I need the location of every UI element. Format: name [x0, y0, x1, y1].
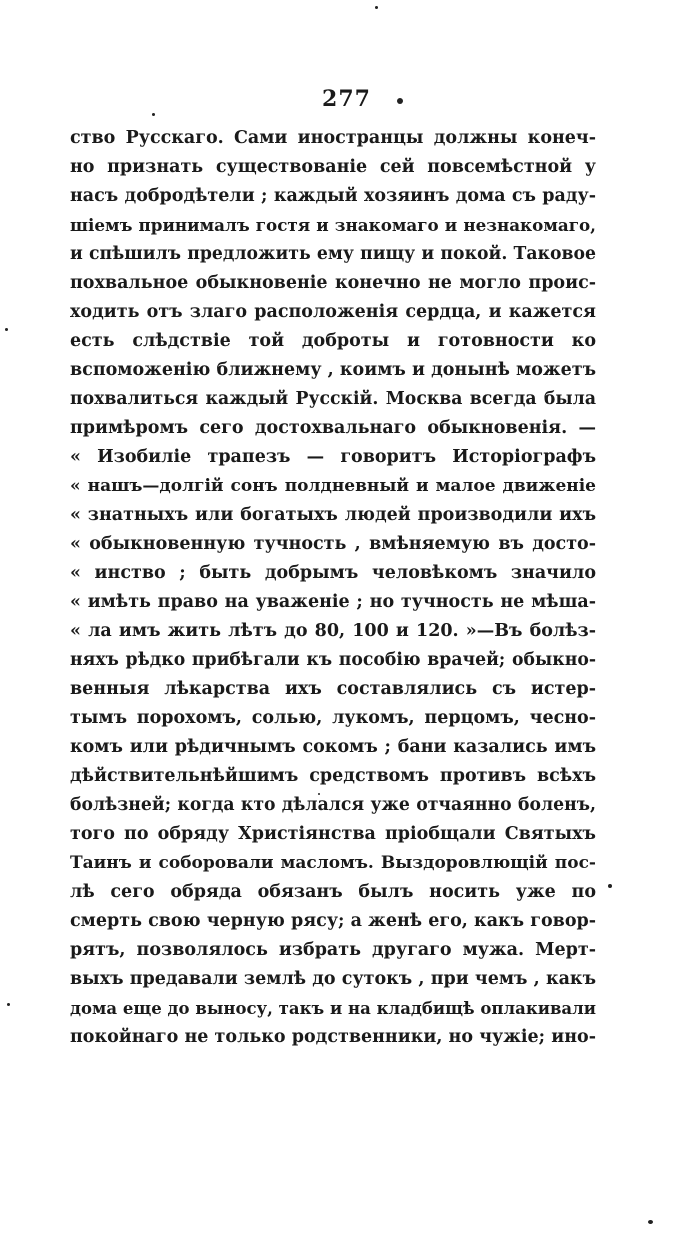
ink-speck [375, 6, 378, 9]
text-line: шiемъ принималъ гостя и знакомаго и незнакомаго, [70, 215, 596, 235]
ink-speck [397, 98, 403, 104]
text-line: болѣзней; когда кто дѣлался уже отчаянно боленъ, [70, 795, 596, 815]
text-line: « имѣть право на уваженiе ; но тучность не мѣша- [70, 592, 596, 612]
text-line: но признать существованiе сей повсемѣстной у [70, 157, 596, 177]
text-line: « ла имъ жить лѣтъ до 80, 100 и 120. »—Въ болѣз- [70, 621, 596, 641]
text-line: вспоможенiю ближнему , коимъ и донынѣ можетъ [70, 360, 596, 380]
text-line: « инство ; быть добрымъ человѣкомъ значило [70, 563, 596, 583]
text-line: смерть свою черную рясу; а женѣ его, какъ говоp- [70, 911, 596, 931]
text-line: покойнаго не только родственники, но чужiе; ино- [70, 1027, 596, 1047]
text-line: Таинъ и соборовали масломъ. Выздоровлющiй пос- [70, 853, 596, 873]
ink-speck [7, 1003, 10, 1006]
text-line: « нашъ—долгiй сонъ полдневный и малое движенiе [70, 476, 596, 496]
text-line: « обыкновенную тучность , вмѣняемую въ досто- [70, 534, 596, 554]
page-number: 277 [322, 86, 371, 112]
text-line: дома еще до выносу, такъ и на кладбищѣ оплакивали [70, 999, 596, 1018]
text-line: « знатныхъ или богатыхъ людей производили ихъ [70, 505, 596, 525]
text-line: насъ добродѣтели ; каждый хозяинъ дома съ раду- [70, 186, 596, 206]
text-line: лѣ сего обряда обязанъ былъ носить уже по [70, 882, 596, 902]
text-line: выхъ предавали землѣ до сутокъ , при чемъ , какъ [70, 969, 596, 989]
text-line: похвальное обыкновенiе конечно не могло проис- [70, 273, 596, 293]
ink-speck [318, 793, 320, 795]
text-line: ходить отъ злаго расположенiя сердца, и кажется [70, 302, 596, 322]
text-line: « Изобилiе трапезъ — говоритъ Исторiографъ [70, 447, 596, 467]
text-line: венныя лѣкарства ихъ составлялись съ истер- [70, 679, 596, 699]
text-line: того по обряду Христiянства прiобщали Святыхъ [70, 824, 596, 844]
text-line: ство Русскаго. Сами иностранцы должны конеч- [70, 128, 596, 148]
body-text [70, 124, 596, 1052]
text-line: и спѣшилъ предложить ему пищу и покой. Таковое [70, 244, 596, 264]
text-line: рятъ, позволялось избрать другаго мужа. Мерт- [70, 940, 596, 960]
ink-speck [152, 113, 155, 116]
text-line: тымъ порохомъ, солью, лукомъ, перцомъ, чесно- [70, 708, 596, 728]
ink-speck [648, 1220, 653, 1224]
text-line: дѣйствительнѣйшимъ средствомъ противъ всѣхъ [70, 766, 596, 786]
text-line: комъ или рѣдичнымъ сокомъ ; бани казались имъ [70, 737, 596, 757]
text-line: примѣромъ сего достохвальнаго обыкновенiя. — [70, 418, 596, 438]
ink-speck [608, 884, 612, 888]
ink-speck [5, 328, 8, 331]
text-line: похвалиться каждый Русскiй. Москва всегда была [70, 389, 596, 409]
text-line: няхъ рѣдко прибѣгали къ пособiю врачей; обыкно- [70, 650, 596, 670]
text-line: есть слѣдствiе той доброты и готовности ко [70, 331, 596, 351]
